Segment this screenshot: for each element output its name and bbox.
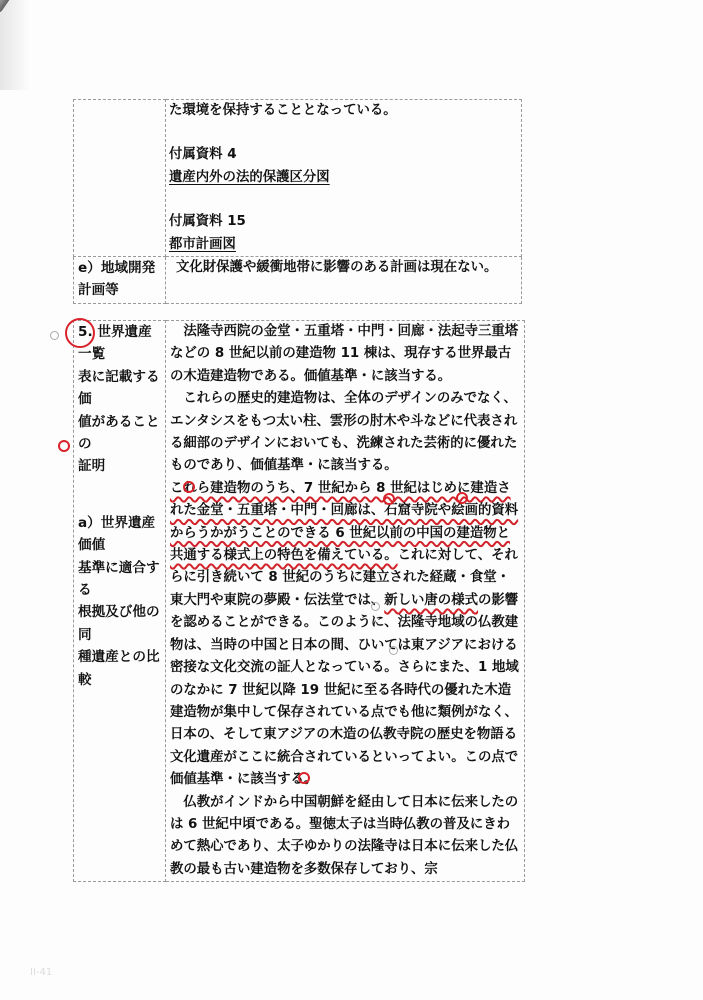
regional-development-text: 文化財保護や緩衝地帯に影響のある計画は現在ない。: [176, 260, 498, 276]
label-line: 計画等: [78, 282, 119, 299]
paragraph-text: 法隆寺西院の金堂・五重塔・中門・回廊・法起寺三重塔などの 8 世紀以前の建造物 11 棟は、現存する世界最古の木造建造物である。価値基準・に該当する。: [170, 324, 519, 384]
paragraph-design: [170, 388, 522, 478]
staple-shadow: [0, 0, 30, 90]
red-circle-mark: [65, 318, 95, 348]
heading-line: 証明: [78, 458, 106, 475]
red-circle-mark: [383, 493, 395, 505]
subheading-line: 種遺産との比較: [78, 649, 160, 688]
row-content-protection: [166, 100, 522, 257]
subheading-line: 基準に適合する: [78, 559, 160, 599]
label-line: e）地域開発: [78, 260, 156, 277]
highlighted-text: これら建造物のうち、7 世紀から 8 世紀はじめに建造された金堂・五重塔・中門・回廊は、石窟寺院や絵画的資料からうかがうことのできる 6 世紀以前の中国の建造物と共通する様式上の特色を備えている。: [170, 480, 519, 564]
section-heading: [78, 321, 165, 478]
section-5-label: [74, 321, 166, 882]
continued-text: た環境を保持することとなっている。: [169, 103, 397, 118]
paragraph-buddhism: [170, 792, 522, 882]
red-circle-mark: [298, 772, 310, 784]
row-label-regional-development: [74, 257, 166, 304]
row-label-empty: [74, 100, 166, 257]
paragraph-oldest-wooden: [170, 321, 522, 388]
gray-circle-mark: [50, 331, 59, 340]
table-row-protection: [74, 100, 522, 257]
section-subheading: [78, 512, 165, 691]
subheading-line: a）世界遺産価値: [78, 514, 156, 554]
heading-line: 値があることの: [78, 413, 160, 453]
gray-circle-mark: [389, 646, 398, 655]
paragraph-text: これらの歴史的建造物は、全体のデザインのみでなく、エンタシスをもつ太い柱、雲形の肘木や斗などに代表される細部のデザインにおいても、洗練された芸術的に優れたものであり、価値基準・に該当する。: [170, 391, 518, 474]
page-number: II-41: [30, 967, 53, 978]
paragraph-text: の影響を認めることができる。このように、法隆寺地域の仏教建物は、当時の中国と日本の間、ひいては東アジアにおける密接な文化交流の証人となっている。さらにまた、1 地域のなかに 7 世紀以降 19 世紀に至る各時代の優れた木造建造物が集中して保存されている点でも他に類例がなく、日本の、そして東アジアの木造の仏教寺院の歴史を物語る文化遺産がここに統合されているといってよい。この点で価値基準・に該当する。: [170, 592, 519, 788]
heading-line: 5. 世界遺産一覧: [78, 324, 152, 363]
paragraph-text: 仏教がインドから中国朝鮮を経由して日本に伝来したのは 6 世紀中頃である。聖徳太子は当時仏教の普及にきわめて熱心であり、太子ゆかりの法隆寺は日本に伝来した仏教の最も古い建造物を多数保存しており、宗: [170, 794, 519, 877]
paragraph-cultural-exchange: [170, 478, 522, 792]
highlighted-text: 新しい唐の様式: [384, 592, 478, 608]
annex-15-title-link[interactable]: 都市計画図: [169, 236, 236, 252]
red-circle-mark: [456, 492, 468, 504]
annex-4-title-link[interactable]: 遺産内外の法的保護区分図: [169, 169, 330, 185]
table-section-5: [73, 320, 525, 882]
heading-line: 表に記載する価: [78, 368, 160, 408]
red-circle-mark: [58, 440, 70, 452]
section-5-body: [166, 321, 525, 882]
paragraph-text: これに対して、それらに引き続いて 8 世紀のうちに建立された経蔵・食堂・東大門や東院の夢殿・伝法堂では、: [170, 548, 518, 608]
subheading-line: 根拠及び他の同: [78, 604, 160, 643]
table-row-section-5: [74, 321, 525, 882]
annex-4-label: 付属資料 4: [169, 147, 237, 163]
gray-circle-mark: [371, 602, 380, 611]
annex-15-label: 付属資料 15: [169, 214, 246, 230]
table-continuation: [73, 99, 522, 304]
table-row-regional-development: [74, 257, 522, 304]
row-content-regional-development: [166, 257, 522, 304]
red-circle-mark: [183, 481, 195, 493]
